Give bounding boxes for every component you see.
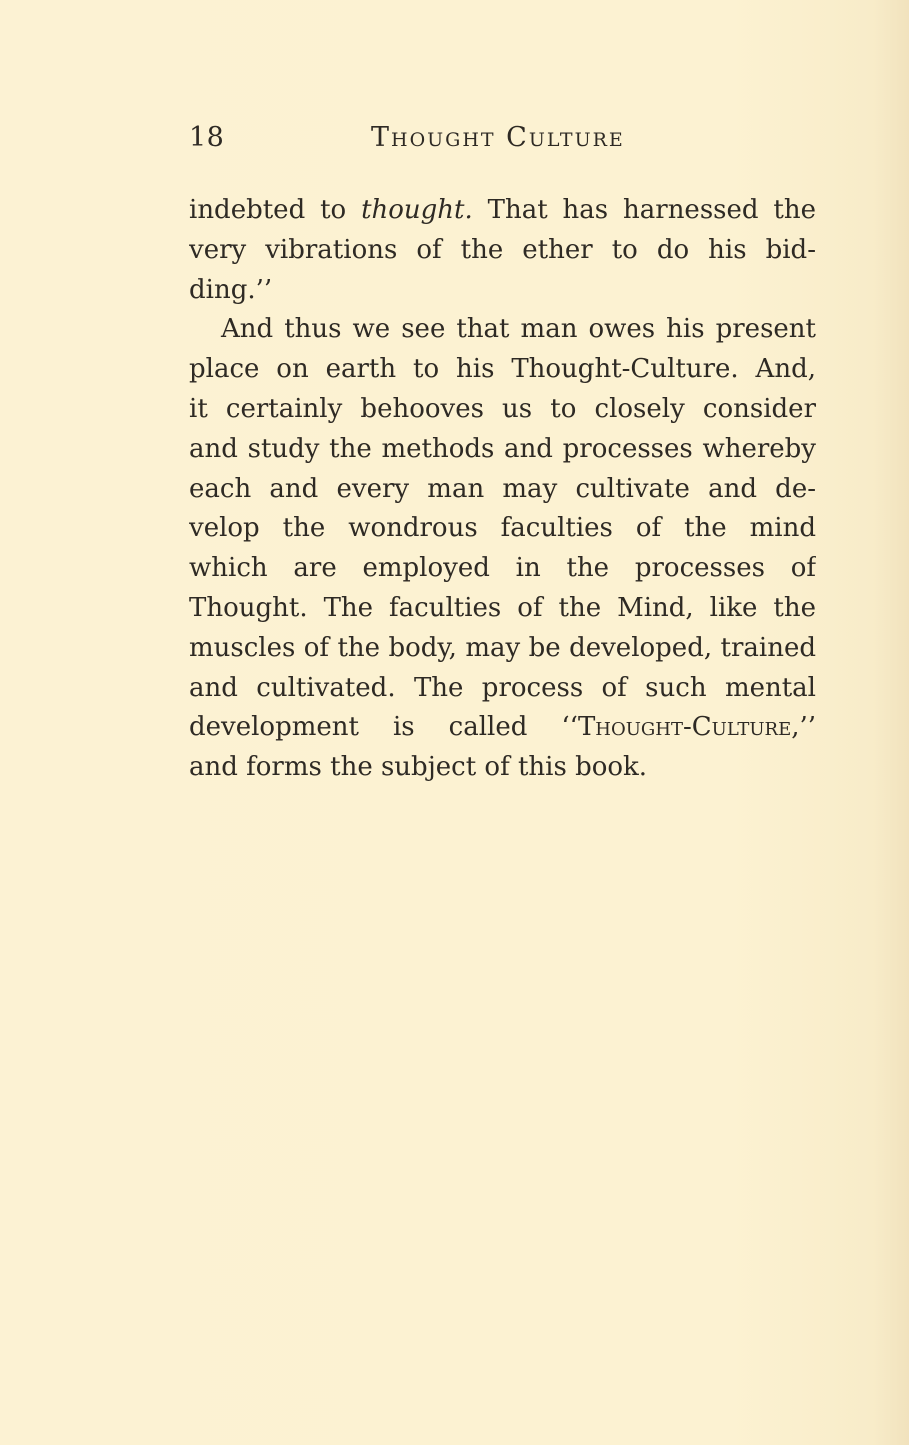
text-span: indebted to bbox=[189, 195, 362, 225]
text-line: place on earth to his Thought-Culture. And, bbox=[189, 354, 816, 385]
text-line: which are employed in the processes of bbox=[189, 553, 816, 584]
text-line: it certainly behooves us to closely consider bbox=[189, 393, 816, 424]
text-line: velop the wondrous faculties of the mind bbox=[189, 513, 816, 544]
text-line: very vibrations of the ether to do his bid- bbox=[189, 234, 816, 265]
text-line: and study the methods and processes whereby bbox=[189, 433, 816, 464]
page-header bbox=[189, 118, 816, 158]
text-span: development is called ‘‘ bbox=[189, 712, 578, 743]
text-line: Thought. The faculties of the Mind, like the bbox=[189, 592, 816, 623]
body-text bbox=[189, 191, 816, 788]
text-line: ding.’’ bbox=[189, 274, 273, 305]
paragraph-1 bbox=[189, 191, 816, 310]
text-line: each and every man may cultivate and de- bbox=[189, 473, 816, 504]
text-line bbox=[189, 708, 816, 748]
page-number: 18 bbox=[189, 122, 225, 153]
text-line bbox=[189, 191, 816, 231]
text-line: and forms the subject of this book. bbox=[189, 752, 648, 783]
text-span: That has harnessed the bbox=[472, 195, 816, 225]
running-title: Thought Culture bbox=[371, 122, 625, 153]
small-caps-thought-culture: Thought-Culture bbox=[577, 712, 792, 743]
paragraph-2 bbox=[189, 310, 816, 788]
text-line: muscles of the body, may be developed, trained bbox=[189, 632, 816, 663]
text-span: ,’’ bbox=[791, 712, 816, 743]
text-line: and cultivated. The process of such mental bbox=[189, 672, 816, 703]
emphasis-thought: thought. bbox=[361, 195, 473, 225]
text-line: And thus we see that man owes his present bbox=[221, 314, 816, 345]
